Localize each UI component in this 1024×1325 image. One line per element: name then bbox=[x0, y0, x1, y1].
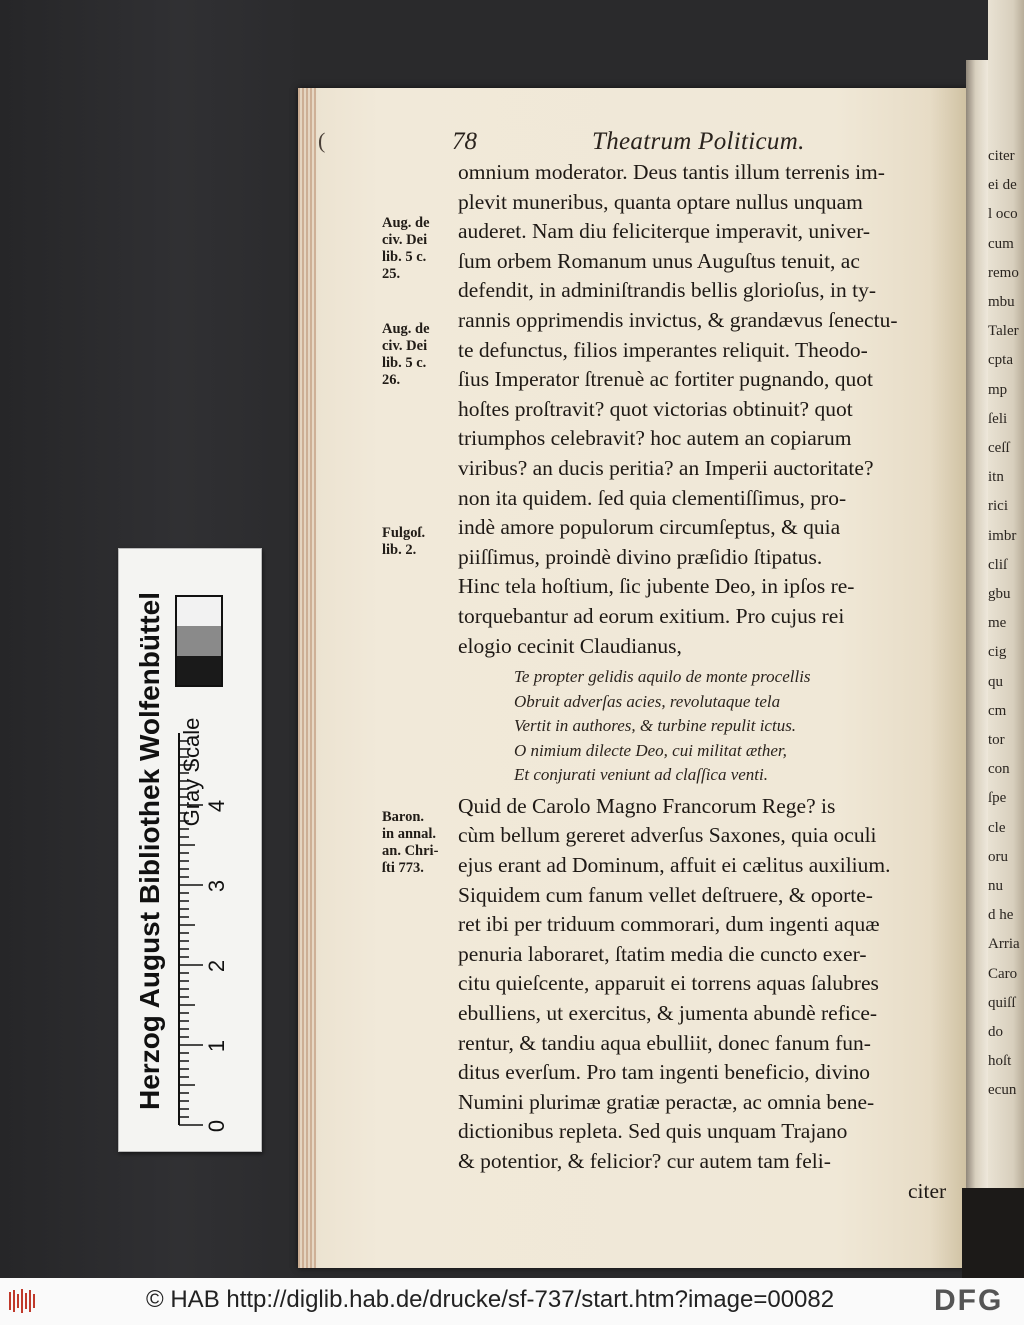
next-page-fragment: cliſ bbox=[988, 556, 1008, 573]
next-page-fragment: cig bbox=[988, 644, 1007, 661]
dfg-logo: DFG bbox=[934, 1284, 1004, 1317]
margin-note: lib. 5 c. bbox=[382, 249, 427, 265]
main_lines-line: triumphos celebravit? hoc autem an copiarum bbox=[458, 426, 852, 451]
main_lines_2-line: penuria laboraret, ſtatim media die cuncto exer- bbox=[458, 941, 867, 966]
next-page-fragment: ſeli bbox=[988, 410, 1008, 427]
next-page-fragment: Taler bbox=[988, 323, 1019, 340]
main_lines_2-line: dictionibus repleta. Sed quis unquam Trajano bbox=[458, 1119, 848, 1144]
next-page-fragment: gbu bbox=[988, 586, 1011, 602]
next-page-fragment: ſpe bbox=[988, 790, 1007, 807]
main_lines_2-line: rentur, & tandiu aqua ebulliit, donec fanum fun- bbox=[458, 1030, 871, 1055]
verse_lines-line: Vertit in authores, & turbine repulit ictus. bbox=[514, 716, 797, 736]
library-name bbox=[127, 557, 173, 1145]
next-page-fragment: cum bbox=[988, 235, 1014, 252]
main_lines-line: ſum orbem Romanum unus Auguſtus tenuit, ac bbox=[458, 248, 860, 273]
ruler-number: 1 bbox=[204, 1039, 229, 1053]
ruler-ticks bbox=[177, 729, 203, 1129]
main_lines_2-line: cùm bellum gereret adverſus Saxones, quia oculi bbox=[458, 823, 877, 848]
next-page-fragment: con bbox=[988, 761, 1010, 778]
running-title: Theatrum Politicum. bbox=[592, 128, 805, 155]
main_lines-line: indè amore populorum circumſeptus, & quia bbox=[458, 515, 841, 540]
next-page-fragment: remo bbox=[988, 264, 1019, 281]
next-page-fragment: hoſt bbox=[988, 1053, 1012, 1070]
main_lines_2-line: ditus everſum. Pro tam ingenti beneficio, divino bbox=[458, 1060, 871, 1085]
main_lines-line: rannis opprimendis invictus, & grandævus ſenectu- bbox=[458, 308, 898, 332]
page-number: 78 bbox=[452, 128, 477, 155]
margin-note: lib. 5 c. bbox=[382, 355, 427, 371]
next-page-fragment: qu bbox=[988, 673, 1003, 690]
footer-bar bbox=[0, 1278, 1024, 1325]
main_lines-line: defendit, in adminiſtrandis bellis glorioſus, in ty- bbox=[458, 278, 877, 303]
ruler-number: 2 bbox=[204, 959, 229, 973]
main_lines-line: viribus? an ducis peritia? an Imperii auctoritate? bbox=[458, 456, 874, 480]
margin-note: Baron. bbox=[382, 809, 425, 825]
next-page-fragment: imbr bbox=[988, 527, 1017, 544]
next-page-fragment: cm bbox=[988, 702, 1007, 719]
gray-swatch bbox=[177, 626, 221, 655]
next-page-fragment: l oco bbox=[988, 206, 1018, 223]
main_lines_2-line: citu quieſcente, apparuit ei torrens aquas ſalubres bbox=[458, 971, 879, 996]
main_lines-line: hoſtes proſtravit? quot victorias obtinuit? quot bbox=[458, 396, 853, 421]
main_lines-line: piiſſimus, proindè divino præſidio ſtipatus. bbox=[458, 544, 823, 569]
gray-swatches bbox=[175, 595, 223, 687]
main_lines_2-line: Quid de Carolo Magno Francorum Rege? is bbox=[458, 793, 836, 818]
next-page-fragment: oru bbox=[988, 848, 1008, 865]
verse_lines-line: O nimium dilecte Deo, cui militat æther, bbox=[514, 740, 787, 760]
next-page-fragment: do bbox=[988, 1024, 1003, 1040]
main_lines-line: Hinc tela hoſtium, ſic jubente Deo, in ipſos re- bbox=[458, 574, 855, 599]
margin-note: Aug. de bbox=[382, 215, 430, 231]
ruler bbox=[177, 729, 229, 1133]
main_lines-line: ſius Imperator ſtrenuè ac fortiter pugnando, quot bbox=[458, 367, 873, 392]
next-page-fragment: cle bbox=[988, 819, 1006, 836]
main_lines_2-line: ebulliens, ut exercitus, & jumenta abundè refice- bbox=[458, 1000, 878, 1025]
next-page-fragment: ecun bbox=[988, 1082, 1017, 1099]
verse_lines-line: Et conjurati veniunt ad claſſica venti. bbox=[514, 765, 768, 785]
page-edge bbox=[298, 88, 316, 1268]
gray-swatch bbox=[177, 656, 221, 685]
margin-note: in annal. bbox=[382, 826, 436, 842]
next-page-fragment: ceſſ bbox=[988, 440, 1010, 456]
next-page-fragment: mbu bbox=[988, 294, 1015, 310]
catchword: citer bbox=[908, 1178, 947, 1203]
main_lines-line: non ita quidem. ſed quia clementiſſimus, pro- bbox=[458, 485, 847, 510]
main_lines-line: plevit muneribus, quanta optare nullus unquam bbox=[458, 189, 863, 214]
gray-swatch bbox=[177, 597, 221, 626]
main_lines-line: auderet. Nam diu feliciterque imperavit, univer- bbox=[458, 219, 871, 244]
next-page-fragment: ei de bbox=[988, 177, 1017, 194]
ruler-number: 4 bbox=[204, 799, 229, 813]
ruler-number: 0 bbox=[204, 1119, 229, 1133]
book-spine bbox=[962, 1188, 1024, 1278]
book-gutter bbox=[966, 60, 990, 1278]
main_lines_2-line: & potentior, & felicior? cur autem tam feli- bbox=[458, 1148, 831, 1173]
verse_lines-line: Te propter gelidis aquilo de monte procellis bbox=[514, 667, 811, 687]
gray-scale-card bbox=[118, 548, 262, 1152]
margin-note: an. Chri- bbox=[382, 843, 439, 859]
next-page-fragment: rici bbox=[988, 498, 1008, 515]
next-page-fragment: mp bbox=[988, 381, 1008, 398]
margin-note: civ. Dei bbox=[382, 338, 428, 354]
scale-label-text: Gray Scale bbox=[179, 717, 204, 827]
hab-logo-icon bbox=[8, 1288, 38, 1314]
main_lines_2-line: ejus erant ad Dominum, affuit ei cælitus auxilium. bbox=[458, 852, 891, 877]
margin-note: civ. Dei bbox=[382, 232, 428, 248]
ruler-number: 3 bbox=[204, 879, 229, 893]
next-page-fragment: nu bbox=[988, 878, 1003, 894]
next-page-fragment: d he bbox=[988, 907, 1014, 924]
margin-note: Fulgoſ. bbox=[382, 525, 426, 541]
main_lines-line: torquebantur ad eorum exitium. Pro cujus rei bbox=[458, 604, 845, 628]
library-name-text: Herzog August Bibliothek Wolfenbüttel bbox=[134, 592, 165, 1110]
next-page-fragment: me bbox=[988, 615, 1007, 632]
main_lines-line: te defunctus, filios imperantes reliquit. Theodo- bbox=[458, 337, 868, 362]
main_lines_2-line: Numini plurimæ gratiæ peractæ, ac omnia bene- bbox=[458, 1089, 875, 1114]
main_lines-line: omnium moderator. Deus tantis illum terrenis im- bbox=[458, 160, 885, 184]
next-page-fragment: tor bbox=[988, 732, 1005, 748]
main_lines-line: elogio cecinit Claudianus, bbox=[458, 633, 682, 658]
next-page-fragment: citer bbox=[988, 148, 1015, 164]
margin-note: 26. bbox=[382, 372, 401, 388]
next-page-fragment: quiſſ bbox=[988, 994, 1016, 1011]
next-page-fragment: cpta bbox=[988, 352, 1013, 369]
margin-note: lib. 2. bbox=[382, 542, 417, 558]
next-page-fragment: Arria bbox=[988, 936, 1020, 953]
margin-note: 25. bbox=[382, 266, 401, 282]
verse_lines-line: Obruit adverſas acies, revolutaque tela bbox=[514, 691, 781, 711]
main_lines_2-line: ret ibi per triduum commorari, dum ingenti aquæ bbox=[458, 912, 880, 937]
corner-mark: ( bbox=[318, 128, 326, 153]
next-page bbox=[988, 0, 1024, 1278]
running-head bbox=[452, 128, 972, 164]
margin-note: ſti 773. bbox=[382, 860, 424, 876]
footer-credit-link[interactable]: © HAB http://diglib.hab.de/drucke/sf-737/start.htm?image=00082 bbox=[146, 1286, 835, 1313]
main_lines_2-line: Siquidem cum fanum vellet deſtruere, & oporte- bbox=[458, 882, 873, 907]
next-page-fragment: itn bbox=[988, 469, 1004, 486]
next-page-fragment: Caro bbox=[988, 965, 1018, 982]
margin-note: Aug. de bbox=[382, 321, 430, 337]
